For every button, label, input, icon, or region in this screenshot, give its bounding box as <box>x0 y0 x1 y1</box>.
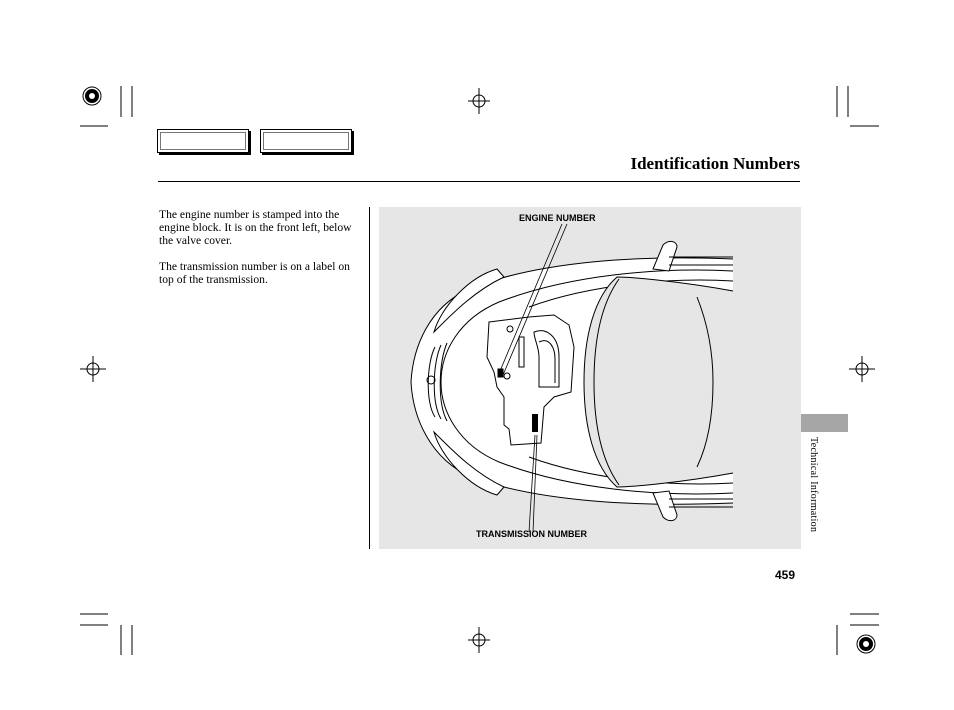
nav-button-2[interactable] <box>260 129 352 153</box>
section-label: Technical Information <box>808 437 819 533</box>
nav-button-1[interactable] <box>157 129 249 153</box>
nav-button-1-label <box>160 132 246 150</box>
page-number: 459 <box>775 568 796 582</box>
nav-button-2-label <box>263 132 349 150</box>
engine-bay-figure <box>379 207 801 549</box>
column-divider <box>369 207 370 549</box>
section-tab <box>801 414 848 432</box>
title-divider <box>158 181 800 182</box>
car-top-view-illustration <box>379 207 801 549</box>
transmission-number-paragraph: The transmission number is on a label on top of the transmission. <box>159 260 350 287</box>
page-title: Identification Numbers <box>630 154 800 173</box>
engine-number-paragraph: The engine number is stamped into the engine block. It is on the front left, below the valve cover. <box>159 208 352 248</box>
engine-number-label: ENGINE NUMBER <box>519 213 596 223</box>
transmission-number-label: TRANSMISSION NUMBER <box>476 529 588 539</box>
